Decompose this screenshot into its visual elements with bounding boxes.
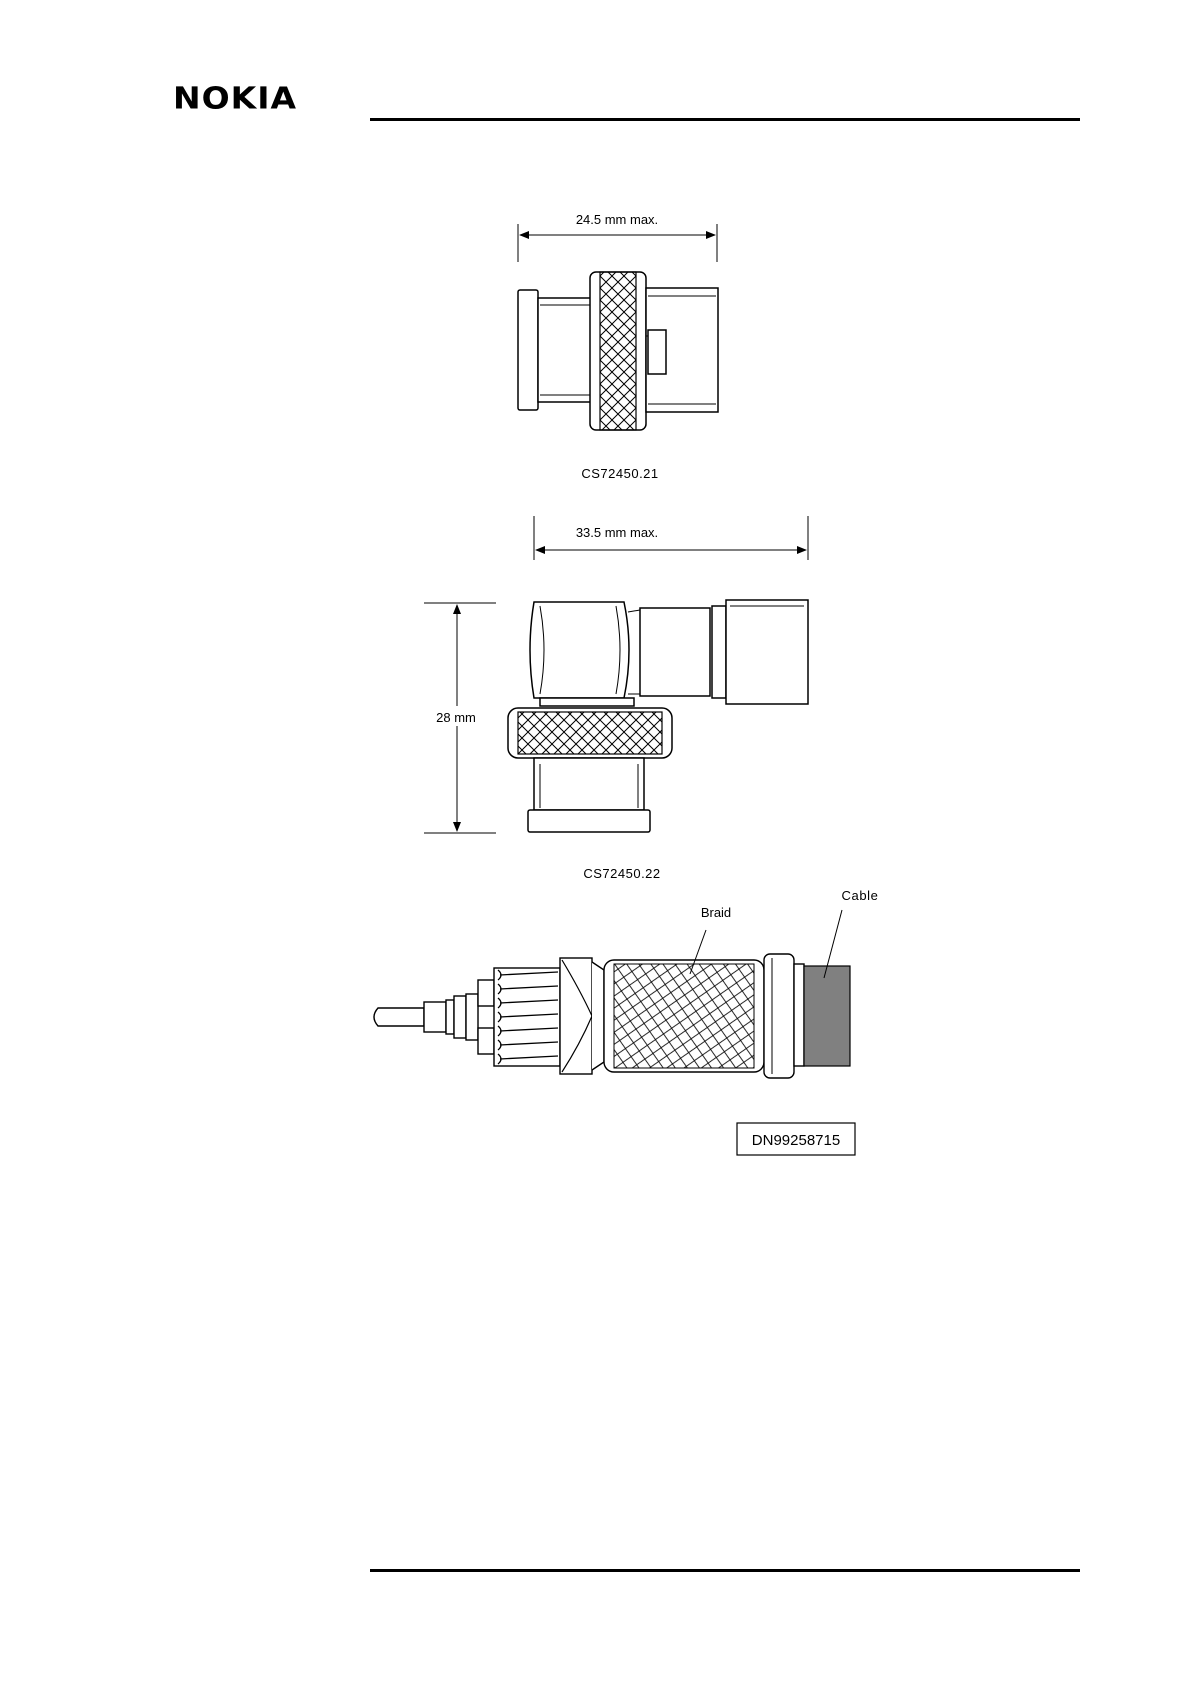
nokia-logo: NOKIA: [173, 80, 298, 116]
figure2-height-label: 28 mm: [436, 710, 476, 725]
reference-id: DN99258715: [751, 1132, 841, 1149]
figure2-width-label: 33.5 mm max.: [575, 525, 659, 540]
figure2-caption: CS72450.22: [583, 866, 661, 881]
figure3-cable-label: Cable: [841, 888, 879, 903]
figure1-caption: CS72450.21: [581, 466, 659, 481]
figure2-right-angle-connector: [424, 516, 808, 833]
figure1-straight-connector: [518, 224, 718, 430]
figure3-braid-label: Braid: [700, 905, 732, 920]
figure3-crimp-connector: [374, 910, 850, 1078]
figure1-dimension-label: 24.5 mm max.: [575, 212, 659, 227]
